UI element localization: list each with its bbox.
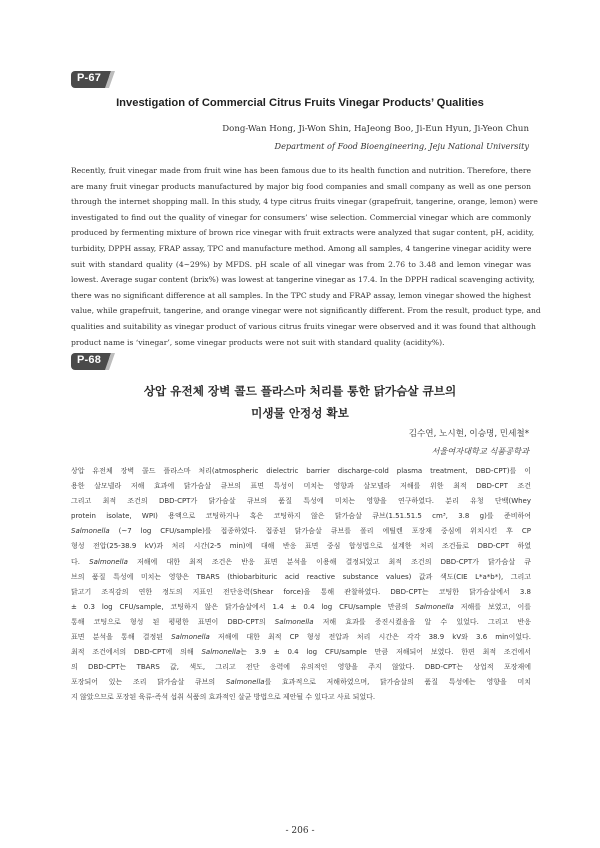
- text-line: 의 DBD-CPT는 TBARS 값, 색도, 그리고 전단 응력에 유의적인 영향을 주지 않았다. DBD-CPT는 상업적 포장재에: [71, 663, 531, 672]
- text-line: 그리고 최적 조건의 DBD-CPT가 닭가슴살 큐브의 품질 특성에 미치는 영향을 연구하였다. 분리 유청 단백(Whey: [71, 497, 531, 506]
- text-line: 형성 전압(25-38.9 kV)과 처리 시간(2-5 min)에 대해 반응 표면 중심 합성법으로 설계한 처리 조건들로 DBD-CPT 하였: [71, 542, 531, 551]
- text-line: protein isolate, WPI) 용액으로 코팅하거나 혹은 코팅하지 않은 닭가슴살 큐브(1.51.51.5 cm³, 3.8 g)를 준비하여: [71, 512, 531, 521]
- text-line: 포장되어 있는 조리 닭가슴살 큐브의 Salmonella를 효과적으로 저해하였으며, 닭가슴살의 품질 특성에는 영향을 미치: [71, 678, 531, 687]
- p67-badge-label: P-67: [77, 72, 102, 84]
- p68-title-line1: 상압 유전체 장벽 콜드 플라스마 처리를 통한 닭가슴살 큐브의: [143, 384, 457, 398]
- p67-affiliation: Department of Food Bioengineering, Jeju National University: [274, 141, 529, 151]
- p68-authors: 김수연, 노시현, 이승명, 민세철*: [408, 429, 529, 439]
- text-line: investigated to find out the quality of vinegar for consumers’ wise selection. Commercial vinegar which are commonly: [71, 212, 531, 222]
- text-line: ± 0.3 log CFU/sample, 코팅하지 않은 닭가슴살에서 1.4 ± 0.4 log CFU/sample 만큼의 Salmonella 저해를 보였고, 이를: [71, 602, 531, 611]
- text-line: value, while grapefruit, tangerine, and orange vinegar were not significantly different. From the result, product type, and: [71, 306, 541, 316]
- p68-badge: [71, 353, 119, 370]
- p68-badge-label: P-68: [77, 354, 102, 366]
- text-line: 용한 살모넬라 저해 효과에 닭가슴살 큐브의 표면 특성이 미치는 영향과 살모넬라 저해를 위한 최적 DBD-CPT 조건: [71, 482, 531, 491]
- page-number: - 206 -: [285, 826, 315, 836]
- p67-title: Investigation of Commercial Citrus Fruits Vinegar Products’ Qualities: [116, 97, 484, 109]
- p68-abstract: [71, 464, 531, 706]
- text-line: Recently, fruit vinegar made from fruit wine has been famous due to its health function and nutrition. Therefore, there: [71, 166, 531, 175]
- text-line: 지 않았으므로 포장된 육류-즉석 섭취 식품의 효과적인 살균 방법으로 제안될 수 있다고 사료 되었다.: [71, 693, 376, 702]
- p68-title-line2: 미생물 안정성 확보: [251, 406, 349, 420]
- text-line: 표면 분석을 통해 결정된 Salmonella 저해에 대한 최적 CP 형성 전압과 처리 시간은 각각 38.9 kV와 3.6 min이었다.: [71, 633, 531, 642]
- text-line: 브의 품질 특성에 미치는 영향은 TBARS (thiobarbituric acid reactive substance values) 값과 색도(CIE L*a*b*), 그리고: [71, 572, 531, 581]
- text-line: suit with standard quality (4~29%) by MFDS. pH scale of all vinegar was from 2.76 to 3.48 and lemon vinegar was: [71, 259, 531, 269]
- p68-title: [60, 380, 540, 424]
- text-line: lowest. Average sugar content (brix%) was lowest at tangerine vinegar as 17.4. In the DPPH radical scavenging activity,: [71, 275, 535, 285]
- text-line: turbidity, DPPH assay, FRAP assay, TPC and manufacture method. Among all samples, 4 tangerine vinegar acidity were: [71, 243, 532, 253]
- p67-authors: Dong-Wan Hong, Ji-Won Shin, HaJeong Boo, Ji-Eun Hyun, Ji-Yeon Chun: [222, 124, 529, 134]
- p68-affiliation: 서울여자대학교 식품공학과: [431, 446, 529, 456]
- text-line: 상압 유전체 장벽 콜드 플라스마 처리(atmospheric dielectric barrier discharge-cold plasma treatment, DBD-CPT)를 이: [71, 467, 531, 475]
- text-line: through the internet shopping mall. In this study, 4 type citrus fruits vinegar (grapefruit, tangerine, orange, lemon) were: [71, 197, 538, 207]
- text-line: are many fruit vinegar products manufactured by major big food companies and small company as well as one person: [71, 181, 531, 191]
- p67-badge: [71, 71, 119, 88]
- text-line: 최적 조건에서의 DBD-CPT에 의해 Salmonella는 3.9 ± 0.4 log CFU/sample 만큼 저해되어 보였다. 한편 최적 조건에서: [71, 648, 531, 657]
- text-line: qualities and suitability as vinegar product of various citrus fruits vinegar were observed and it was found that although: [71, 321, 536, 331]
- text-line: produced by fermenting mixture of brown rice vinegar with fruit extracts were analyzed that sugar content, pH, acidity,: [71, 228, 535, 238]
- text-line: 다. Salmonella 저해에 대한 최적 조건은 반응 표면 분석을 이용해 결정되었고 최적 조건의 DBD-CPT가 닭가슴살 큐: [71, 557, 531, 566]
- p67-abstract: [71, 163, 541, 350]
- text-line: Salmonella (~7 log CFU/sample)를 접종하였다. 접종된 닭가슴살 큐브를 폴리 에틸렌 포장재 중심에 위치시킨 후 CP: [71, 527, 531, 536]
- text-line: product name is ‘vinegar’, some vinegar products were not suit with standard quality (acidity%).: [71, 337, 445, 347]
- text-line: 닭고기 조직감의 연한 정도의 지표인 전단응력(Shear force)을 통해 관찰하였다. DBD-CPT는 코팅한 닭가슴살에서 3.8: [71, 587, 531, 596]
- text-line: 통해 코팅으로 형성 된 평평한 표면이 DBD-CPT의 Salmonella 저해 효과를 증진시켰음을 알 수 있었다. 그리고 반응: [71, 617, 531, 626]
- text-line: there was no significant difference at all samples. In the TPC study and FRAP assay, lemon vinegar showed the highest: [71, 290, 531, 300]
